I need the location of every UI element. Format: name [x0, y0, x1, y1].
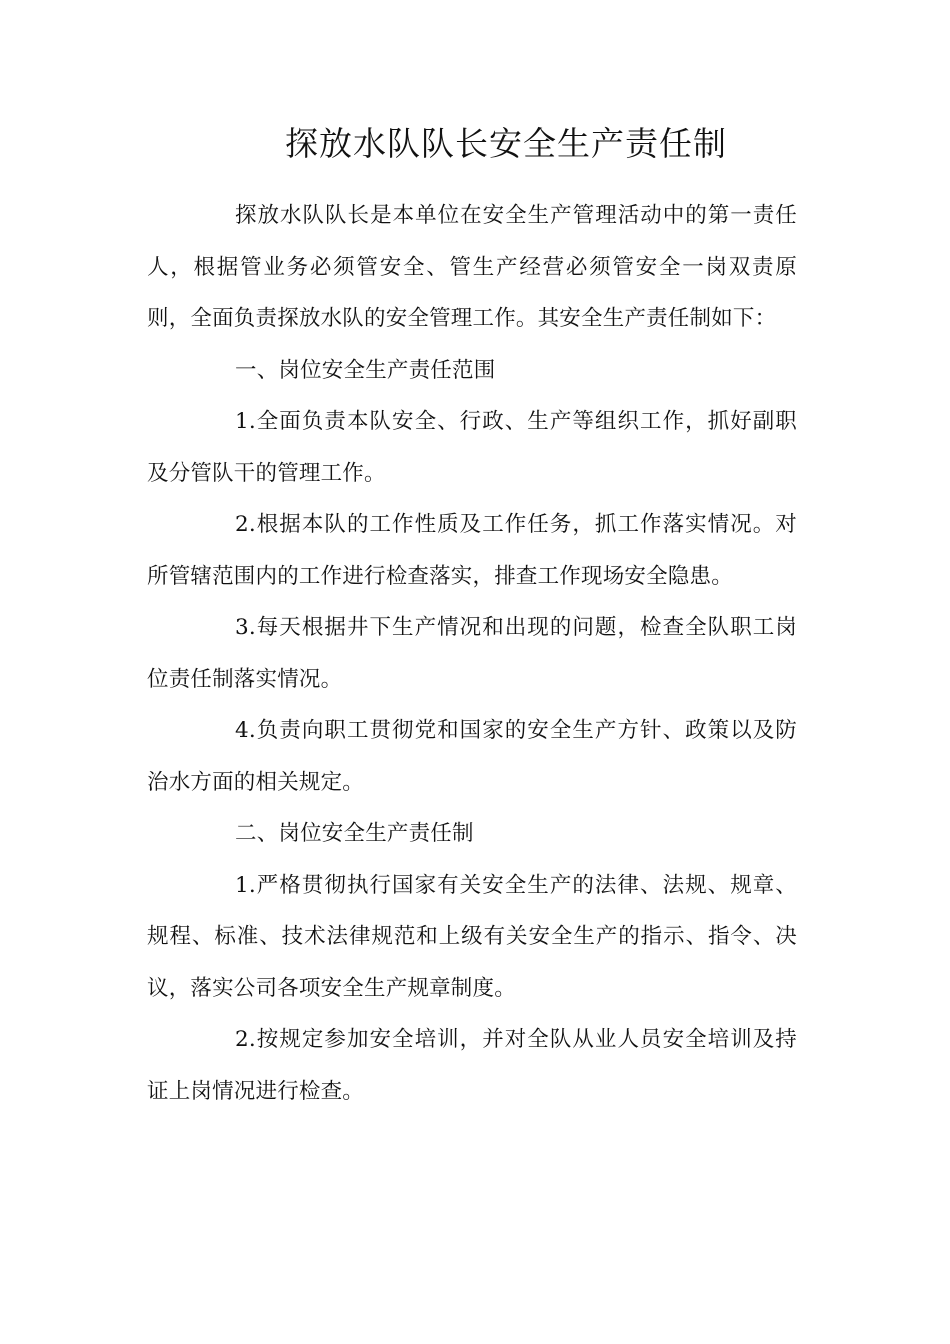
section-heading-responsibility: 二、岗位安全生产责任制: [235, 821, 474, 846]
paragraph-responsibility-2: 2.按规定参加安全培训，并对全队从业人员安全培训及持证上岗情况进行检查。: [147, 1027, 797, 1104]
document-body: [147, 190, 797, 1117]
paragraph-responsibility-1: 1.严格贯彻执行国家有关安全生产的法律、法规、规章、规程、标准、技术法律规范和上级有关安全生产的指示、指令、决议，落实公司各项安全生产规章制度。: [147, 872, 797, 1001]
paragraph-scope-3: 3.每天根据井下生产情况和出现的问题，检查全队职工岗位责任制落实情况。: [147, 615, 797, 692]
paragraph-intro: 探放水队队长是本单位在安全生产管理活动中的第一责任人，根据管业务必须管安全、管生产经营必须管安全一岗双责原则，全面负责探放水队的安全管理工作。其安全生产责任制如下：: [147, 203, 797, 331]
paragraph-scope-1: 1.全面负责本队安全、行政、生产等组织工作，抓好副职及分管队干的管理工作。: [147, 409, 797, 486]
document-title: 探放水队队长安全生产责任制: [285, 124, 727, 163]
paragraph-scope-4: 4.负责向职工贯彻党和国家的安全生产方针、政策以及防治水方面的相关规定。: [147, 718, 797, 795]
paragraph-scope-2: 2.根据本队的工作性质及工作任务，抓工作落实情况。对所管辖范围内的工作进行检查落实，排查工作现场安全隐患。: [147, 512, 797, 589]
section-heading-scope: 一、岗位安全生产责任范围: [235, 357, 496, 383]
